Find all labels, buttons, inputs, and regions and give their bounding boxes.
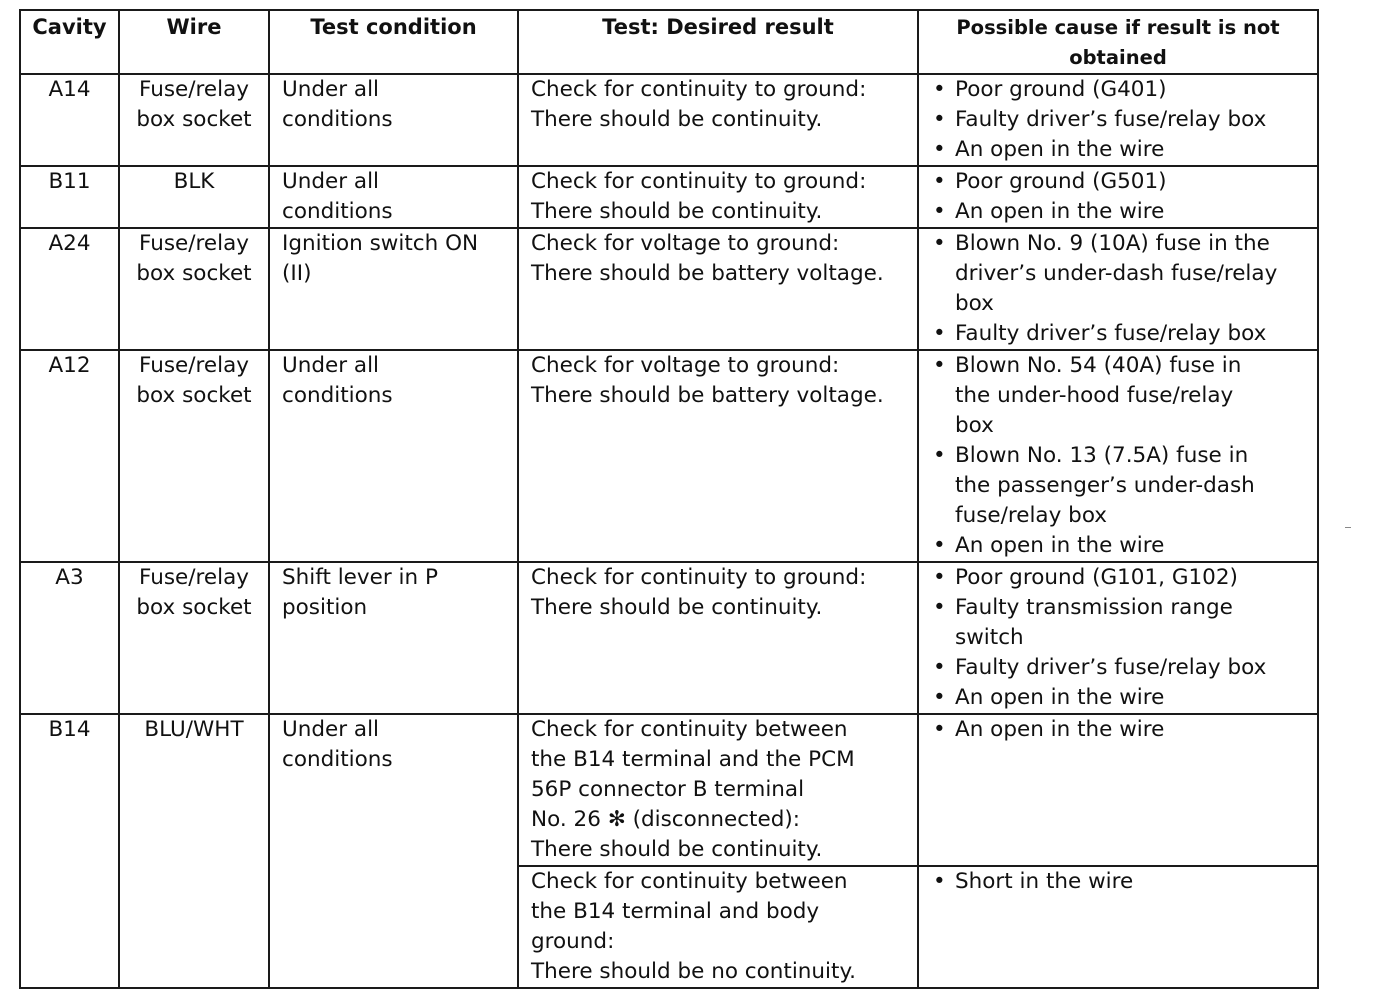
test-result-cell: Check for continuity to ground: There should be continuity. bbox=[518, 562, 918, 714]
possible-cause-cell bbox=[918, 866, 1318, 988]
cause-item: • Faulty transmission range switch bbox=[933, 593, 1317, 653]
cause-item: • An open in the wire bbox=[933, 197, 1317, 227]
condition-cell: Under all conditions bbox=[269, 714, 518, 988]
cavity-cell: A24 bbox=[20, 228, 119, 350]
cavity-cell: A12 bbox=[20, 350, 119, 562]
wire-cell: BLK bbox=[119, 166, 269, 228]
wire-cell: BLU/WHT bbox=[119, 714, 269, 988]
cause-item: • Poor ground (G501) bbox=[933, 167, 1317, 197]
table-row bbox=[20, 350, 1318, 562]
table-header bbox=[20, 10, 1318, 74]
wire-cell: Fuse/relay box socket bbox=[119, 350, 269, 562]
cause-item: • Faulty driver’s fuse/relay box bbox=[933, 653, 1317, 683]
condition-cell: Under all conditions bbox=[269, 166, 518, 228]
header-cavity: Cavity bbox=[20, 10, 119, 74]
wire-cell: Fuse/relay box socket bbox=[119, 228, 269, 350]
cause-item: • An open in the wire bbox=[933, 531, 1317, 561]
cause-item: • Short in the wire bbox=[933, 867, 1317, 897]
possible-cause-cell bbox=[918, 714, 1318, 866]
test-result-cell: Check for continuity to ground: There should be continuity. bbox=[518, 166, 918, 228]
possible-cause-cell bbox=[918, 562, 1318, 714]
table-row bbox=[20, 74, 1318, 166]
cause-item: • An open in the wire bbox=[933, 715, 1317, 745]
scan-mark bbox=[1345, 527, 1351, 528]
cause-item: • Poor ground (G101, G102) bbox=[933, 563, 1317, 593]
cause-item: • Faulty driver’s fuse/relay box bbox=[933, 319, 1317, 349]
cavity-cell: A14 bbox=[20, 74, 119, 166]
wire-cell: Fuse/relay box socket bbox=[119, 562, 269, 714]
condition-cell: Ignition switch ON (II) bbox=[269, 228, 518, 350]
test-result-cell: Check for voltage to ground: There should be battery voltage. bbox=[518, 228, 918, 350]
header-row bbox=[20, 10, 1318, 74]
header-possible-cause: Possible cause if result is not obtained bbox=[918, 10, 1318, 74]
condition-cell: Under all conditions bbox=[269, 350, 518, 562]
possible-cause-cell bbox=[918, 228, 1318, 350]
troubleshooting-table bbox=[19, 9, 1319, 989]
cause-list bbox=[933, 75, 1317, 165]
header-test-result: Test: Desired result bbox=[518, 10, 918, 74]
possible-cause-cell bbox=[918, 74, 1318, 166]
cavity-cell: B14 bbox=[20, 714, 119, 988]
possible-cause-cell bbox=[918, 350, 1318, 562]
cause-list bbox=[933, 229, 1317, 349]
cause-list bbox=[933, 563, 1317, 713]
cause-item: • Blown No. 13 (7.5A) fuse in the passenger’s under-dash fuse/relay box bbox=[933, 441, 1317, 531]
cause-item: • Blown No. 54 (40A) fuse in the under-hood fuse/relay box bbox=[933, 351, 1317, 441]
cause-list bbox=[933, 715, 1317, 745]
table-row bbox=[20, 166, 1318, 228]
table-row bbox=[20, 562, 1318, 714]
test-result-cell: Check for continuity between the B14 terminal and body ground: There should be no continuity. bbox=[518, 866, 918, 988]
cause-item: • An open in the wire bbox=[933, 683, 1317, 713]
test-result-cell: Check for continuity to ground: There should be continuity. bbox=[518, 74, 918, 166]
cause-item: • Faulty driver’s fuse/relay box bbox=[933, 105, 1317, 135]
condition-cell: Shift lever in P position bbox=[269, 562, 518, 714]
test-result-cell: Check for continuity between the B14 terminal and the PCM 56P connector B terminal No. 26 ✻ (disconnected): There should be continuity. bbox=[518, 714, 918, 866]
cause-item: • An open in the wire bbox=[933, 135, 1317, 165]
condition-cell: Under all conditions bbox=[269, 74, 518, 166]
cavity-cell: A3 bbox=[20, 562, 119, 714]
cavity-cell: B11 bbox=[20, 166, 119, 228]
header-test-condition: Test condition bbox=[269, 10, 518, 74]
cause-list bbox=[933, 351, 1317, 561]
test-result-cell: Check for voltage to ground: There should be battery voltage. bbox=[518, 350, 918, 562]
possible-cause-cell bbox=[918, 166, 1318, 228]
cause-item: • Blown No. 9 (10A) fuse in the driver’s under-dash fuse/relay box bbox=[933, 229, 1317, 319]
table-body bbox=[20, 74, 1318, 988]
table-row bbox=[20, 228, 1318, 350]
cause-item: • Poor ground (G401) bbox=[933, 75, 1317, 105]
wire-cell: Fuse/relay box socket bbox=[119, 74, 269, 166]
header-wire: Wire bbox=[119, 10, 269, 74]
cause-list bbox=[933, 167, 1317, 227]
table-row bbox=[20, 714, 1318, 866]
cause-list bbox=[933, 867, 1317, 897]
